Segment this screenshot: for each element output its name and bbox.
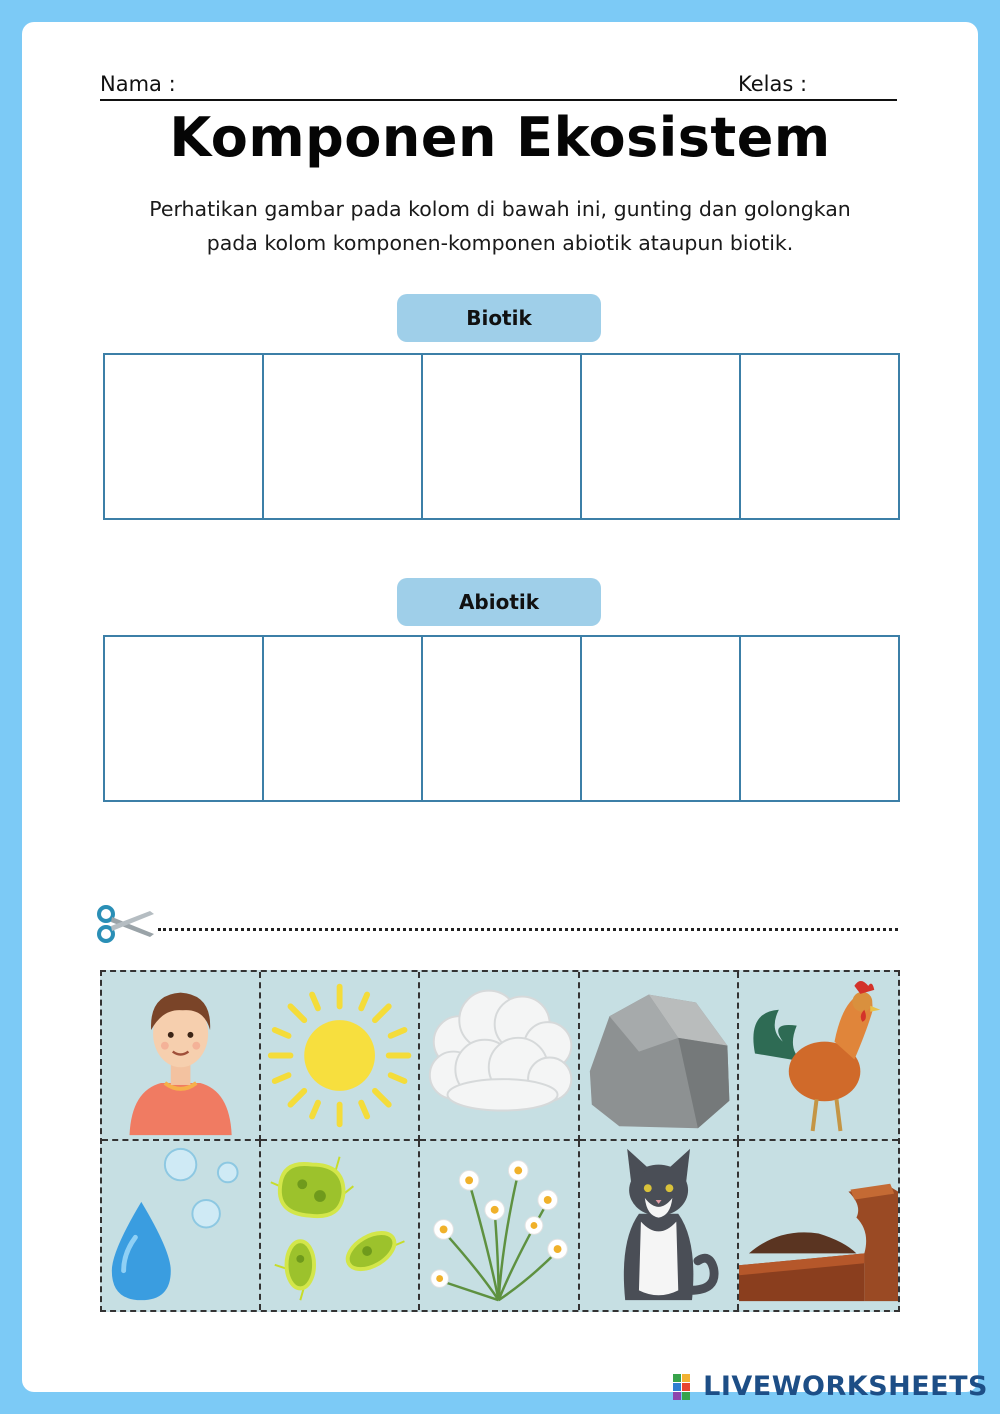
cloud-icon (420, 972, 577, 1139)
page-title: Komponen Ekosistem (169, 106, 831, 169)
scissors-icon (96, 904, 158, 944)
rooster-icon (739, 972, 898, 1139)
biotic-drop-grid (103, 353, 900, 520)
name-line (100, 99, 897, 101)
biotic-drop-cell[interactable] (264, 355, 423, 518)
abiotic-drop-cell[interactable] (741, 637, 898, 800)
biotic-drop-cell[interactable] (582, 355, 741, 518)
water-drop-icon (102, 1141, 259, 1310)
abiotic-drop-grid (103, 635, 900, 802)
name-label: Nama : (100, 72, 176, 96)
sun-icon (261, 972, 418, 1139)
card-rooster[interactable] (739, 972, 898, 1141)
logo-grid-icon (673, 1374, 699, 1400)
cat-icon (580, 1141, 737, 1310)
logo-text: LIVEWORKSHEETS (703, 1371, 988, 1402)
card-flowers[interactable] (420, 1141, 579, 1310)
class-label: Kelas : (738, 72, 808, 96)
soil-icon (739, 1141, 898, 1310)
card-bacteria[interactable] (261, 1141, 420, 1310)
card-soil[interactable] (739, 1141, 898, 1310)
biotic-drop-cell[interactable] (741, 355, 898, 518)
abiotic-drop-cell[interactable] (105, 637, 264, 800)
picture-cards (100, 970, 900, 1312)
instructions (80, 192, 920, 260)
instruction-line: Perhatikan gambar pada kolom di bawah ini, gunting dan golongkan (149, 197, 851, 221)
cut-line (158, 928, 898, 931)
rock-icon (580, 972, 737, 1139)
card-boy[interactable] (102, 972, 261, 1141)
flowers-icon (420, 1141, 577, 1310)
card-water[interactable] (102, 1141, 261, 1310)
biotic-drop-cell[interactable] (105, 355, 264, 518)
bacteria-icon (261, 1141, 418, 1310)
biotic-drop-cell[interactable] (423, 355, 582, 518)
card-sun[interactable] (261, 972, 420, 1141)
boy-icon (102, 972, 259, 1139)
instruction-line: pada kolom komponen-komponen abiotik ataupun biotik. (206, 231, 794, 255)
biotic-label: Biotik (397, 294, 601, 342)
card-rock[interactable] (580, 972, 739, 1141)
abiotic-drop-cell[interactable] (423, 637, 582, 800)
liveworksheets-logo (673, 1371, 988, 1402)
card-cloud[interactable] (420, 972, 579, 1141)
abiotic-label: Abiotik (397, 578, 601, 626)
abiotic-drop-cell[interactable] (264, 637, 423, 800)
abiotic-drop-cell[interactable] (582, 637, 741, 800)
card-cat[interactable] (580, 1141, 739, 1310)
